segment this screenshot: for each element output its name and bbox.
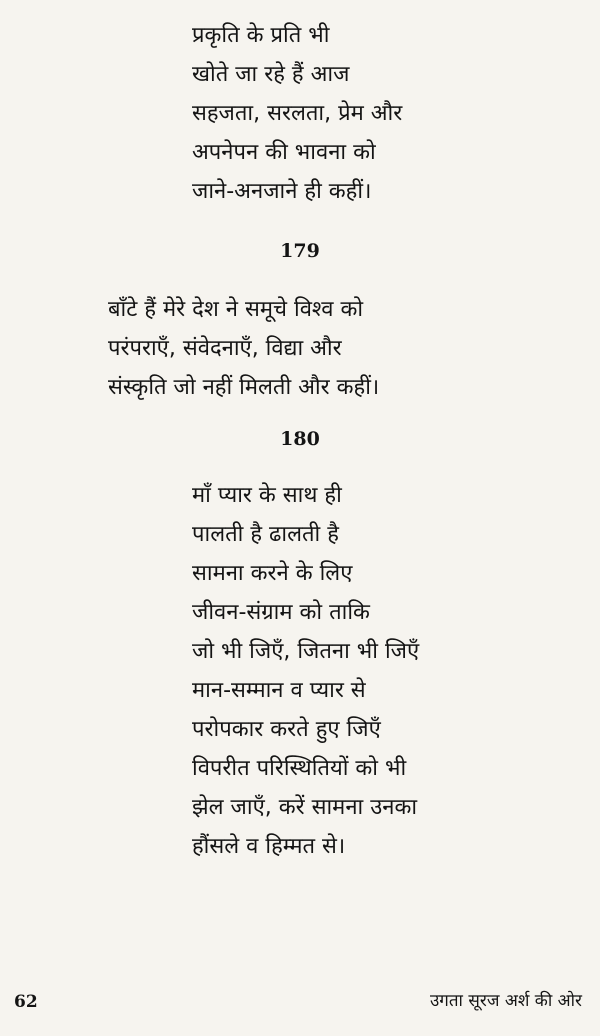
page-number: 62	[14, 992, 38, 1012]
poem-179	[108, 290, 600, 407]
poem-line: झेल जाएँ, करें सामना उनका	[192, 795, 418, 820]
poem-line: खोते जा रहे हैं आज	[192, 62, 350, 87]
poem-line: जो भी जिएँ, जितना भी जिएँ	[192, 639, 420, 664]
poem-line: हौंसले व हिम्मत से।	[192, 834, 346, 859]
poem-line: परंपराएँ, संवेदनाएँ, विद्या और	[108, 336, 342, 361]
poem-line: प्रकृति के प्रति भी	[192, 23, 330, 48]
poem-line: माँ प्यार के साथ ही	[192, 483, 342, 508]
book-title: उगता सूरज अर्श की ओर	[429, 991, 582, 1011]
poem-number-180: 180	[280, 428, 320, 450]
poem-180	[192, 476, 600, 866]
poem-number-179: 179	[280, 240, 320, 262]
poem-line: संस्कृति जो नहीं मिलती और कहीं।	[108, 375, 380, 400]
poem-line: सहजता, सरलता, प्रेम और	[192, 101, 403, 126]
poem-line: जीवन-संग्राम को ताकि	[192, 600, 370, 625]
poem-line: जाने-अनजाने ही कहीं।	[192, 179, 372, 204]
poem-line: मान-सम्मान व प्यार से	[192, 678, 366, 703]
poem-line: परोपकार करते हुए जिएँ	[192, 717, 381, 742]
poem-line: बाँटे हैं मेरे देश ने समूचे विश्व को	[108, 297, 364, 322]
poem-line: विपरीत परिस्थितियों को भी	[192, 756, 407, 781]
poem-line: अपनेपन की भावना को	[192, 140, 376, 165]
poem-line: सामना करने के लिए	[192, 561, 353, 586]
poem-line: पालती है ढालती है	[192, 522, 339, 547]
poem-stanza-continued	[192, 16, 600, 211]
